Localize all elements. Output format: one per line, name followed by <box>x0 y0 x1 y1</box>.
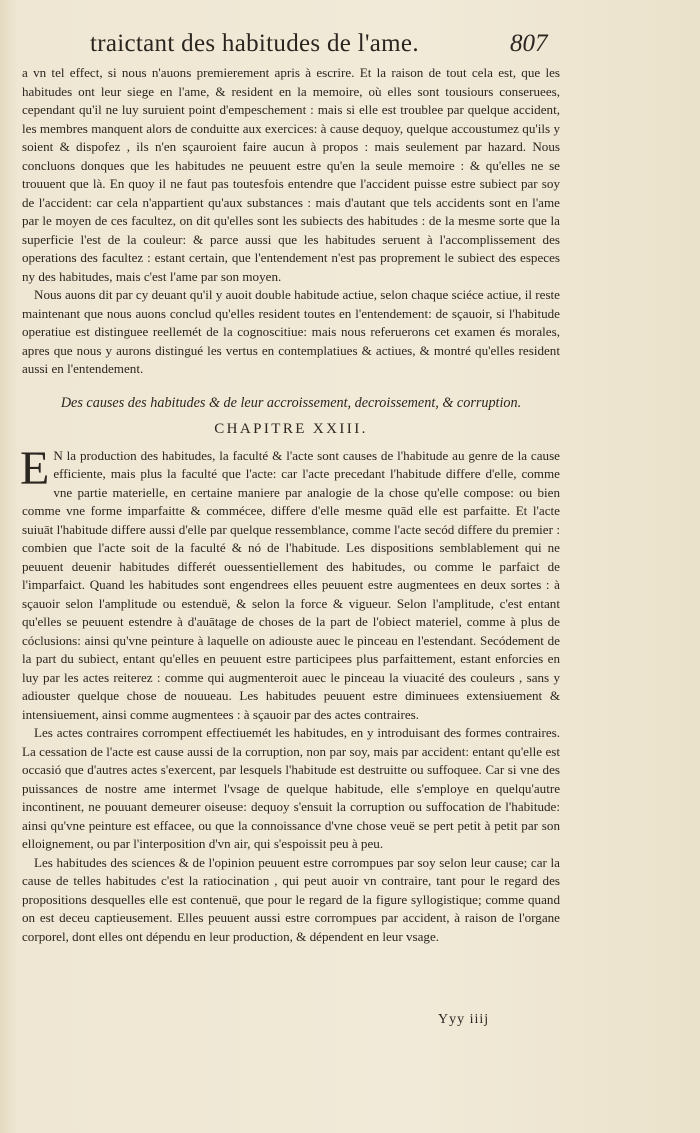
chapter-heading: CHAPITRE XXIII. <box>214 420 368 437</box>
paragraph-continued: a vn tel effect, si nous n'auons premierement apris à escrire. Et la raison de tout cela est, que les habitudes ont leur siege en l'ame, & resident en la memoire, où elles sont tousiours conseruees, cependant qu'il ne luy suruient point d'empeschement : mais si elle est troublee par quelque accident, les membres manquent alors de conduitte aux exercices: à cause dequoy, quelque accoustumez qu'ils y soient & dispofez , ils n'en sçauroient faire aucun à propos : mais seulement par hazard. Nous concluons donques que les habitudes ne peuuent estre qu'en la seule memoire : & qu'elles ne se trouuent que là. En quoy il ne faut pas toutesfois entendre que l'accident puisse estre subiect par soy de l'accident: car cela n'appartient qu'aux substances : mais d'autant que tels accidents sont en l'ame par le moyen de ces facultez, on dit qu'elles sont les subiects des habitudes : de la mesme sorte que la superficie l'est de la couleur: & parce aussi que les habitudes seruent à l'accomplissement des operations des facultez : estant certain, que l'entendement n'est pas proprement le subiect des especes ny des habitudes, mais c'est l'ame par son moyen. <box>22 65 560 284</box>
text-block <box>22 64 560 946</box>
paragraph: Les actes contraires corrompent effectiuemét les habitudes, en y introduisant des formes contraires. La cessation de l'acte est cause aussi de la corruption, non par soy, mais par accident: entant qu'elle est occasió que d'autres actes s'exercent, par lesquels l'habitude est destruitte ou suffoquee. Car si vne des puissances de nostre ame intermet l'vsage de quelque habitude, elle s'employe en quelqu'autre incontinent, ne pouuant demeurer oiseuse: dequoy s'ensuit la corruption ou suffocation de l'habitude: ainsi qu'vne peinture est effacee, ou que la connoissance d'vne chose veuë se pert petit à petit par son elloignement, ou par l'interposition d'vn air, qui s'espoissit peu à peu. <box>22 725 560 851</box>
signature-mark: Yyy iiij <box>438 1012 490 1027</box>
paragraph-text: N la production des habitudes, la faculté & l'acte sont causes de l'habitude au genre de la cause efficiente, mais plus la faculté que l'acte: car l'acte precedant l'habitude differe d'elle, comme vne partie materielle, en certaine maniere par analogie de la chose qu'elle compose: ou bien comme vne forme imparfaitte & commécee, differe d'elle mesme quād elle est parfaitte. Et l'acte suiuāt l'habitude differe aussi d'elle par quelque ressemblance, comme l'acte secód differe du premier : combien que l'acte soit de la faculté & nó de l'habitude. Les dispositions semblablement qui ne peuuent deuenir habitudes differét ouessentiellement des habitudes, ou comme le parfaict de l'imparfaict. Quand les habitudes sont engendrees elles peuuent estre augmentees en deux sortes : à sçauoir selon l'amplitude ou estenduë, & selon la force & vigueur. Selon l'amplitude, c'est entant qu'elles se peuuent estendre à d'auātage de choses de la part de l'obiect materiel, comme à plus de cóclusions: ainsi qu'vne peinture à laquelle on adiouste auec le pinceau en l'estendant. Secódement de la part du subiect, entant qu'elles en peuuent estre participees plus parfaittement, estant enforcies en luy par les actes reiterez : comme qui augmenteroit auec le pinceau la viuacité des couleurs , sans y adiouster quelque chose de nouueau. Les habitudes peuuent estre diminuees extensiuement & intensiuement, ainsi comme augmentees : à sçauoir par des actes contraires. <box>22 447 560 722</box>
section-title: Des causes des habitudes & de leur accroissement, decroissement, & corruption. <box>60 394 522 411</box>
page-number: 807 <box>510 30 548 57</box>
paragraph: Les habitudes des sciences & de l'opinion peuuent estre corrompues par soy selon leur cause; car la cause de telles habitudes c'est la ratiocination , qui peut auoir vn contraire, tant pour le regard des propositions desquelles elle est contenuë, que pour le regard de la figure syllogistique; comme quand on est deceu captieusement. Elles peuuent aussi estre corrompues par accident, à raison de l'organe corporel, dont elles ont dépendu en leur production, & dépendent en leur vsage. <box>22 854 560 944</box>
drop-cap: E <box>20 441 50 495</box>
chapter-first-paragraph <box>20 441 560 725</box>
paragraph: Nous auons dit par cy deuant qu'il y auoit double habitude actiue, selon chaque sciéce actiue, il reste maintenant que nous auons conclud qu'elles resident toutes en l'entendement: de sçauoir, si l'habitude operatiue est distinguee reellemét de la cognoscitiue: mais nous referuerons cet examen és morales, apres que nous y aurons distingué les vertus en contemplatiues & actiues, & montré qu'elles resident aussi en l'entendement. <box>22 287 560 376</box>
running-title: traictant des habitudes de l'ame. <box>90 30 419 57</box>
